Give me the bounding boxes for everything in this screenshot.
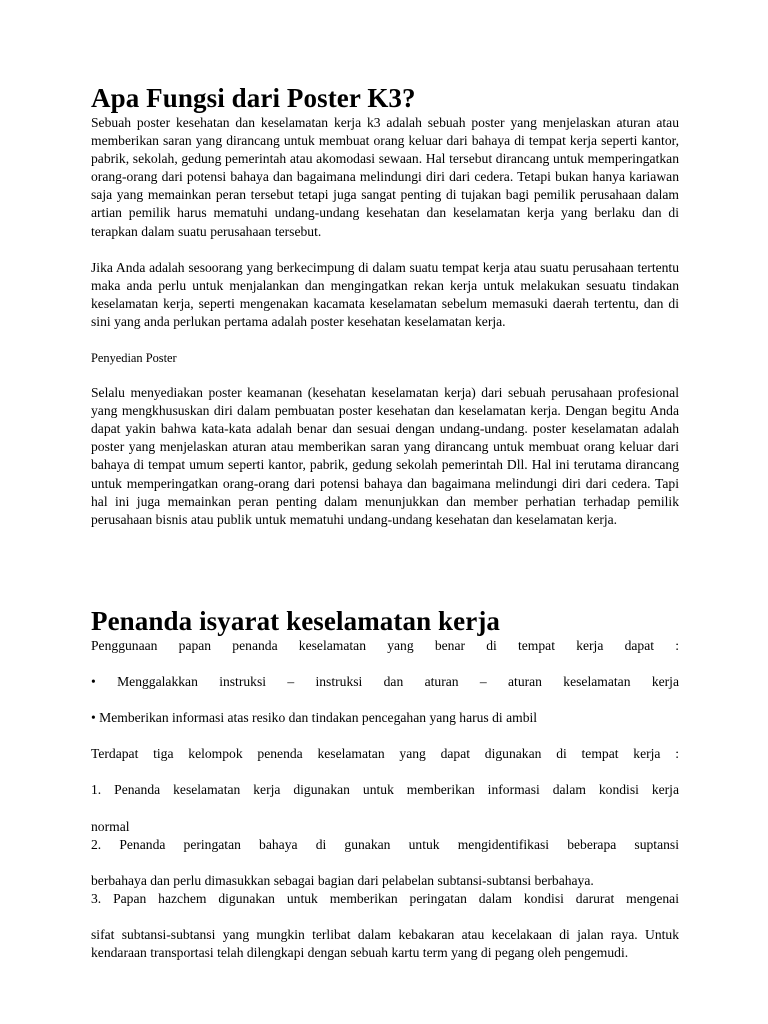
list-item: 1. Penanda keselamatan kerja digunakan untuk memberikan informasi dalam kondisi kerja [91,782,679,798]
page-title-apa-fungsi-dari-poster-k3: Apa Fungsi dari Poster K3? [91,83,416,113]
numbered-list-intro: Terdapat tiga kelompok penenda keselamatan yang dapat digunakan di tempat kerja : [91,746,679,762]
list-item: • Memberikan informasi atas resiko dan tindakan pencegahan yang harus di ambil [91,710,538,726]
document-content [91,82,679,980]
list-item-continuation: berbahaya dan perlu dimasukkan sebagai bagian dari pelabelan subtansi-subtansi berbahaya. [91,872,594,888]
list-item-continuation: normal [91,818,130,834]
list-item: 3. Papan hazchem digunakan untuk memberikan peringatan dalam kondisi darurat mengenai [91,891,679,906]
paragraph-tempat-kerja-tindakan: Jika Anda adalah sesoorang yang berkecimpung di dalam suatu tempat kerja atau suatu perusahaan tertentu maka anda perlu untuk menjalankan dan mengingatkan rekan kerja untuk melakukan sesuatu tindakan keselamatan kerja, seperti mengenakan kacamata keselamatan sebelum memasuki daerah tertentu, dan di sini yang anda perlukan pertama adalah poster kesehatan keselamatan kerja. [91,259,679,329]
bullet-list-block [91,637,679,727]
bullet-list-intro: Penggunaan papan penanda keselamatan yang benar di tempat kerja dapat : [91,637,679,653]
numbered-list-block [91,745,679,962]
list-item-continuation: sifat subtansi-subtansi yang mungkin terlibat dalam kebakaran atau kecelakaan di jalan raya. Untuk kendaraan transportasi telah dilengkapi dengan sebuah kartu term yang di pegang oleh pengemudi. [91,927,679,961]
list-item: • Menggalakkan instruksi – instruksi dan aturan – aturan keselamatan kerja [91,673,679,689]
section-spacer [91,547,679,605]
paragraph-poster-k3-definition: Sebuah poster kesehatan dan keselamatan kerja k3 adalah sebuah poster yang menjelaskan aturan atau memberikan saran yang dirancang untuk membuat orang keluar dari bahaya di tempat kerja seperti kantor, pabrik, sekolah, gedung pemerintah atau akomodasi sewaan. Hal tersebut dirancang untuk memperingatkan orang-orang dari potensi bahaya dan bagaimana melindungi diri dari cedera. Tetapi bukan hanya kariawan saja yang memainkan peran tersebut tetapi juga sangat penting di tujakan bagi pemilik perusahaan dalam artian pemilik harus mematuhi undang-undang kesehatan dan keselamatan kerja yang berlaku dan di terapkan dalam suatu perusahaan tersebut. [91,115,679,239]
subheading-penyedian-poster: Penyedian Poster [91,351,177,366]
list-item: 2. Penanda peringatan bahaya di gunakan untuk mengidentifikasi beberapa suptansi [91,836,679,852]
page-title-penanda-isyarat-keselamatan-kerja: Penanda isyarat keselamatan kerja [91,605,501,636]
paragraph-penyedian-poster-body: Selalu menyediakan poster keamanan (kesehatan keselamatan kerja) dari sebuah perusahaan profesional yang mengkhususkan diri dalam pembuatan poster kesehatan dan keselamatan kerja. Dengan begitu Anda dapat yakin bahwa kata-kata adalah benar dan sesuai dengan undang-undang. poster keselamatan adalah poster yang menjelaskan aturan atau memberikan saran yang dirancang untuk membuat orang keluar dari bahaya di tempat umum seperti kantor, pabrik, gedung sekolah pemerintah Dll. Hal ini terutama dirancang untuk memperingatkan orang-orang dari potensi bahaya dan bagaimana melindungi diri dari cedera. Tapi hal ini juga memainkan peran penting dalam menunjukkan dan member perhatian terhadap pemilik perusahaan bisnis atau publik untuk mematuhi undang-undang kesehatan dan keselamatan kerja. [91,385,679,527]
